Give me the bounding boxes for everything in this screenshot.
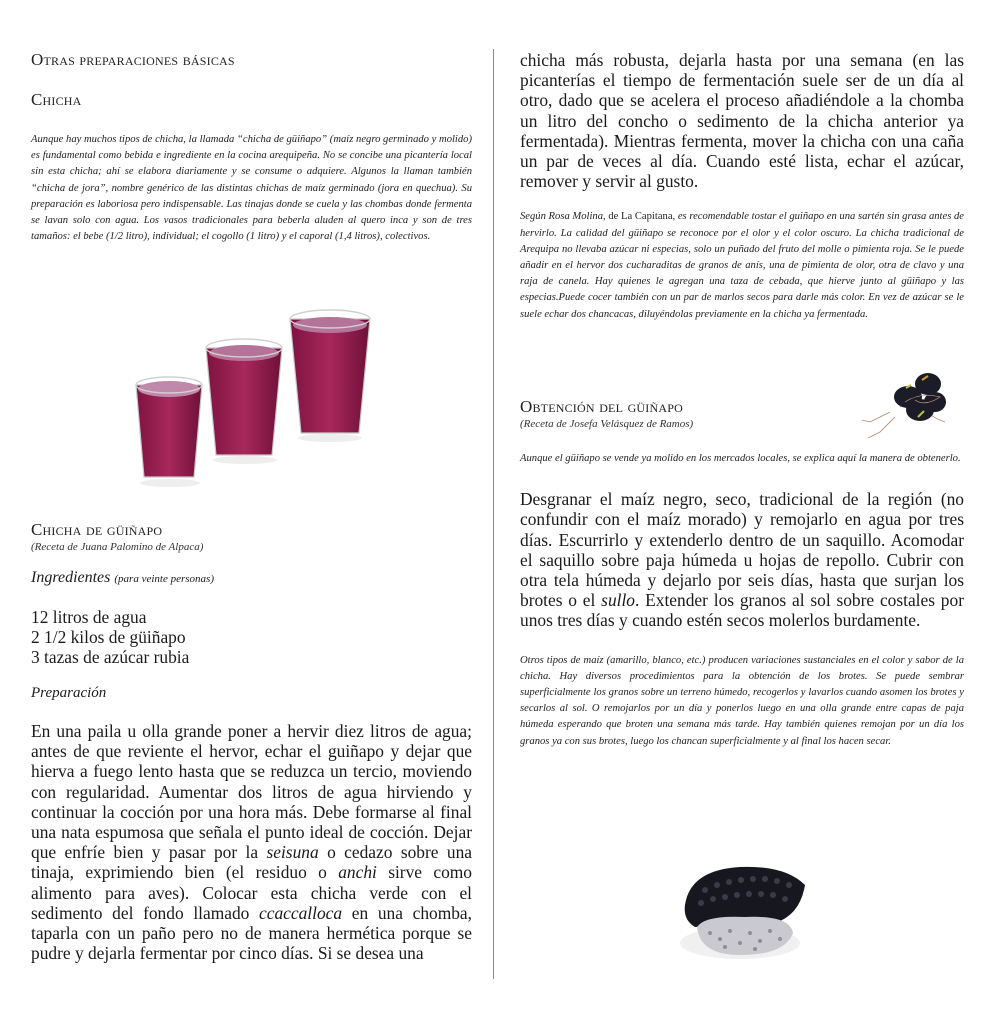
prep-text: o cedazo sobre una tinaja, exprimiendo bien (el residuo o <box>31 842 472 883</box>
ingredients-list <box>31 607 472 667</box>
preparation-text <box>31 721 472 963</box>
ingredient-item: 12 litros de agua <box>31 607 147 627</box>
chicha-glasses-photo <box>130 305 380 495</box>
glass-small <box>136 377 202 477</box>
ingredient-item: 2 1/2 kilos de güiñapo <box>31 627 186 647</box>
right-column <box>520 50 964 323</box>
term-sullo: sullo <box>601 590 635 611</box>
chicha-intro: Aunque hay muchos tipos de chicha, la llamada “chicha de güiñapo” (maíz negro germinado y molido) es fundamental como bebida e ingrediente en la cocina arequipeña. No se concibe una picantería local sin esta chicha; ahí se elabora diariamente y se consume o adquiere. Algunos la llaman también “chicha de jora”, nombre genérico de las distintas chichas de maíz germinado (jora en quechua). Su preparación es laboriosa pero indispensable. Las tinajas donde se cuela y las chombas donde fermenta se lavan solo con agua. Los vasos tradicionales para beberla aluden al quero inca y son de tres tamaños: el bebe (1/2 litro), individual; el cogollo (1 litro) y el caporal (1,4 litros), colectivos. <box>31 134 472 243</box>
section-title: Otras preparaciones básicas <box>31 50 235 69</box>
note-author: Según Rosa Molina <box>520 211 604 223</box>
recipe-block <box>31 520 472 963</box>
preparation-label: Preparación <box>31 685 107 701</box>
ingredients-heading <box>31 568 472 589</box>
note-text: es recomendable tostar el guiñapo en una sartén sin grasa antes de hervirlo. La calidad del güiñapo se reconoce por el olor y el color oscuro. La chicha tradicional de Arequipa no llevaba azúcar ni especias, solo un puñado del fruto del molle o pimienta roja. Se le puede añadir en el hervor dos cucharaditas de granos de anís, una de pimienta de olor, otra de clavo y una raja de canela. Hay quienes le agregan una taza de cebada, que hierve junto al güiñapo y las especias.Puede cocer también con un par de marlos secos para darle más color. En vez de azúcar se le suele echar dos chancacas, diluyéndolas previamente en la chicha ya fermentada. <box>520 211 964 320</box>
ingredients-label: Ingredientes <box>31 569 111 586</box>
preparation-continued: chicha más robusta, dejarla hasta por una semana (en las picanterías el tiempo de fermentación suele ser de un día al otro, dado que se acelera el proceso añadiéndole a la chomba un litro del concho o sedimento de la chicha anterior ya fermentada). Mientras fermenta, mover la chicha con una caña un par de veces al día. Cuando esté lista, echar el azúcar, remover y servir al gusto. <box>520 50 964 192</box>
term-seisuna: seisuna <box>266 842 319 863</box>
term-ccaccalloca: ccaccalloca <box>259 902 343 923</box>
obtencion-text-part: . Extender los granos al sol sobre costales por unos tres días y cuando estén secos molerlos burdamente. <box>520 590 964 631</box>
note-place: , de La Capitana, <box>603 211 678 223</box>
chicha-title: Chicha <box>31 90 82 109</box>
obtencion-text <box>520 489 964 630</box>
left-column <box>31 50 472 245</box>
ingredients-note: (para veinte personas) <box>114 573 214 585</box>
glass-large <box>290 310 370 433</box>
obtencion-note: Otros tipos de maíz (amarillo, blanco, etc.) producen variaciones sustanciales en el color y sabor de la chicha. Hay diversos procedimientos para la obtención de los brotes. Se puede sembrar superficialmente los granos sobre un terreno húmedo, recogerlos y lavarlos cuando asomen los brotes y secarlos al sol. O remojarlos por un día y ponerlos luego en una olla grande entre capas de paja húmeda esperando que broten una semana más tarde. Hay también quienes remojan por un día los granos ya con sus brotes, luego los chancan superficialmente y al final los hacen secar. <box>520 654 964 747</box>
obtencion-title: Obtención del güiñapo <box>520 397 683 416</box>
prep-text: en una chomba, taparla con un paño pero no de manera hermética porque se pudre y dejarla fermentar por cinco días. Si se desea una <box>31 902 472 964</box>
obtencion-text-part: Desgranar el maíz negro, seco, tradicional de la región (no confundir con el maíz morado) y remojarlo en agua por tres días. Escurrirlo y extenderlo dentro de un saquillo. Acomodar el saquillo sobre paja húmeda u hojas de repollo. Cubrir con otra tela húmeda y dejarlo por seis días, hasta que surjan los brotes o el <box>520 489 964 611</box>
prep-text: En una paila u olla grande poner a hervir diez litros de agua; antes de que reviente el hervor, echar el guiñapo y dejar que hierva a fuego lento hasta que se reduzca un tercio, moviendo con regularidad. Aumentar dos litros de agua hirviendo y continuar la cocción por una hora más. Debe formarse al final una nata espumosa que señala el punto ideal de cocción. Dejar que enfríe bien y pasar por la <box>31 721 472 863</box>
prep-text: sirve como alimento para aves). Colocar esta chicha verde con el sedimento del fondo llamado <box>31 862 472 923</box>
molina-note <box>520 209 964 322</box>
obtencion-credit: (Receta de Josefa Velásquez de Ramos) <box>520 418 694 430</box>
term-anchi: anchi <box>338 862 377 883</box>
recipe-credit: (Receta de Juana Palomino de Alpaca) <box>31 541 204 553</box>
column-divider <box>493 49 494 979</box>
obtencion-intro: Aunque el güiñapo se vende ya molido en los mercados locales, se explica aquí la manera de obtenerlo. <box>520 453 961 464</box>
glass-medium <box>206 339 282 455</box>
recipe-title: Chicha de güiñapo <box>31 520 163 539</box>
ingredient-item: 3 tazas de azúcar rubia <box>31 647 190 667</box>
black-corn-photo <box>665 855 815 965</box>
obtencion-block <box>520 397 964 750</box>
